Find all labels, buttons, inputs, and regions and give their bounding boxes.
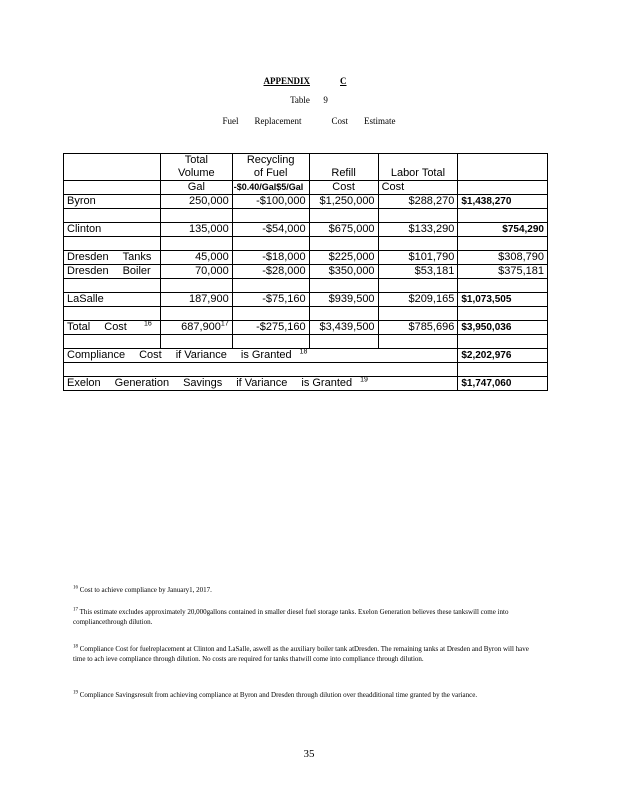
table-row: Dresden Boiler 70,000 -$28,000 $350,000 $53,181 $375,181 — [64, 265, 548, 279]
generation-savings-value: $1,747,060 — [458, 377, 548, 391]
table-label: Table — [290, 95, 310, 105]
footnote-17: $^{17}$ This estimate excludes approximately 20,000gallons contained in smaller diesel fuel storage tanks. Exelon Generation believes these tankswill come into compliancethrough dilution. — [73, 607, 509, 626]
footnote-19: $^{19}$ Compliance Savingsresult from achieving compliance at Byron and Dresden through dilution over theadditional time granted by the variance. — [73, 690, 478, 699]
table-number-heading — [0, 95, 618, 105]
footnote-18: $^{18}$ Compliance Cost for fuelreplacement at Clinton and LaSalle, aswell as the auxiliary boiler tank atDresden. The remaining tanks at Dresden and Byron will have time to ach ieve compliance through dilution. No costs are required for tanks thatwill come into compliance through dilution. — [73, 644, 529, 663]
header-refill: Refill — [309, 154, 378, 181]
table-row: LaSalle 187,900 -$75,160 $939,500 $209,165 $1,073,505 — [64, 293, 548, 307]
header-labor-total: Labor Total — [378, 154, 458, 181]
header-recycling: Recycling of Fuel — [232, 154, 309, 181]
table-units-row — [64, 181, 548, 195]
compliance-cost-value: $2,202,976 — [458, 349, 548, 363]
total-cost-label: Total Cost $^{16}$ — [64, 321, 161, 335]
unit-labor-cost: Cost — [378, 181, 458, 195]
compliance-cost-label: Compliance Cost if Variance is Granted $^{18}$ — [64, 349, 458, 363]
unit-gal: Gal — [160, 181, 232, 195]
site-name: Dresden Boiler — [64, 265, 161, 279]
site-name: Dresden Tanks — [64, 251, 161, 265]
generation-savings-row — [64, 377, 548, 391]
footnote-16: $^{16}$ Cost to achieve compliance by January1, 2017. — [73, 585, 212, 594]
table-title: Fuel Replacement Cost Estimate — [222, 116, 396, 126]
unit-refill-cost: Cost — [309, 181, 378, 195]
table-number: 9 — [323, 95, 328, 105]
site-name: LaSalle — [64, 293, 161, 307]
unit-recycling-rate: -$0.40/Gal$5/Gal — [232, 181, 309, 195]
site-name: Clinton — [64, 223, 161, 237]
appendix-label: APPENDIX — [263, 76, 310, 86]
compliance-cost-row — [64, 349, 548, 363]
appendix-heading — [0, 76, 618, 86]
table-row: Byron 250,000 -$100,000 $1,250,000 $288,270 $1,438,270 — [64, 195, 548, 209]
site-name: Byron — [64, 195, 161, 209]
table-row: Clinton 135,000 -$54,000 $675,000 $133,290 $754,290 — [64, 223, 548, 237]
table-header-row — [64, 154, 548, 181]
fuel-replacement-cost-table — [63, 153, 548, 391]
generation-savings-label: Exelon Generation Savings if Variance is Granted $^{19}$ — [64, 377, 458, 391]
total-volume: 687,900$^{17}$ — [160, 321, 232, 335]
table-row: Dresden Tanks 45,000 -$18,000 $225,000 $101,790 $308,790 — [64, 251, 548, 265]
page-number: 35 — [303, 748, 315, 760]
total-cost-row: Total Cost $^{16}$ 687,900$^{17}$ -$275,160 $3,439,500 $785,696 $3,950,036 — [64, 321, 548, 335]
header-total-volume: Total Volume — [160, 154, 232, 181]
appendix-letter: C — [340, 76, 347, 86]
